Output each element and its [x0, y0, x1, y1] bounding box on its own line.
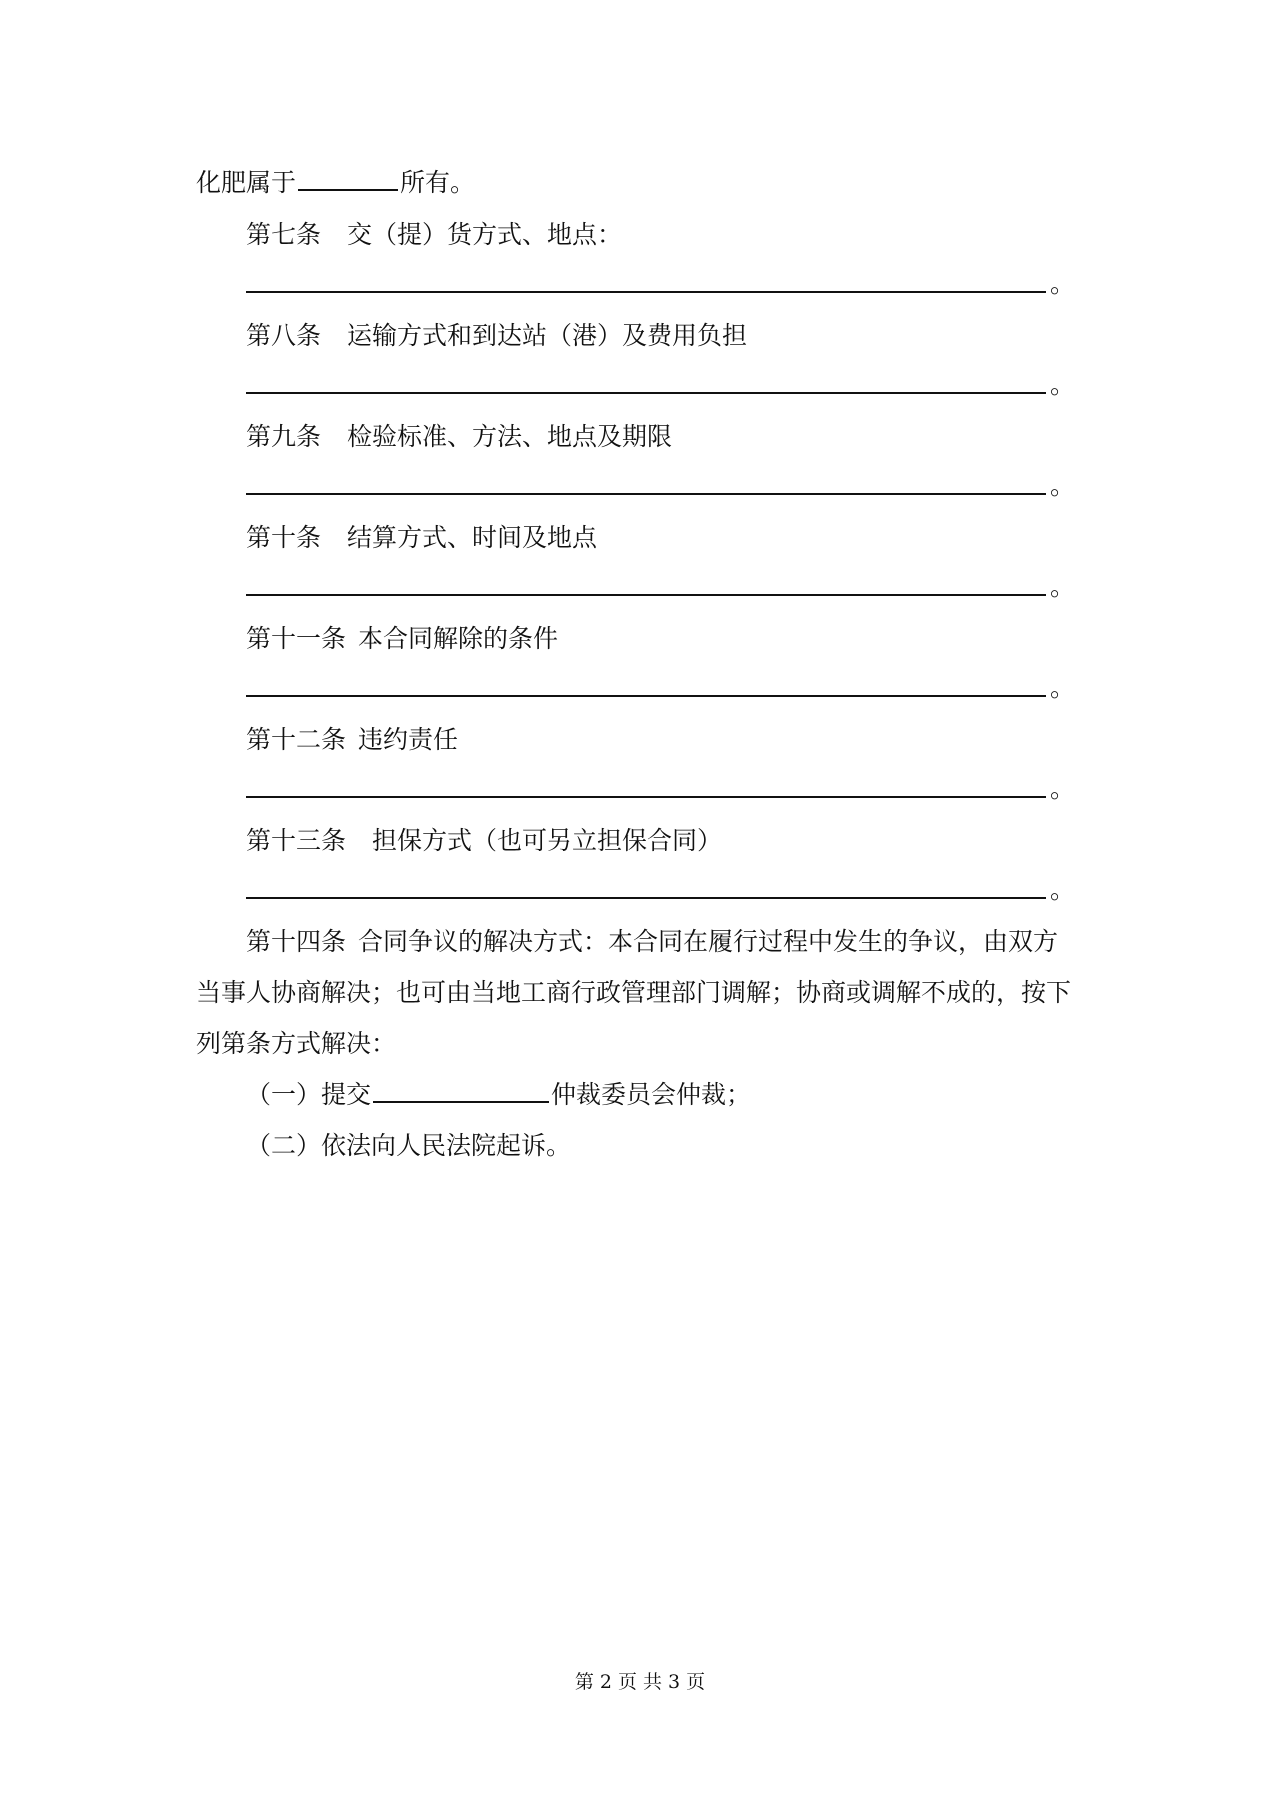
article-12-period: 。	[1050, 774, 1076, 803]
article-8-period: 。	[1050, 370, 1076, 399]
article-13-period: 。	[1050, 875, 1076, 904]
article-11-period: 。	[1050, 673, 1076, 702]
article-14-line-2: 当事人协商解决；也可由当地工商行政管理部门调解；协商或调解不成的，按下	[196, 978, 1072, 1007]
article-9-heading: 第九条 检验标准、方法、地点及期限	[246, 422, 673, 451]
ownership-suffix: 所有。	[400, 168, 476, 197]
article-9-period: 。	[1050, 471, 1076, 500]
ownership-blank[interactable]	[298, 165, 398, 191]
article-11-blank[interactable]	[246, 695, 1046, 697]
article-11-heading: 第十一条 本合同解除的条件	[246, 624, 559, 653]
ownership-line	[196, 165, 475, 201]
option-1-line: （一）提交 仲裁委员会仲裁；	[246, 1077, 751, 1113]
article-14-line-3: 列第条方式解决：	[196, 1029, 397, 1058]
article-7-blank[interactable]	[246, 291, 1046, 293]
article-12-heading: 第十二条 违约责任	[246, 725, 459, 754]
article-7-heading: 第七条 交（提）货方式、地点：	[246, 220, 623, 249]
article-10-period: 。	[1050, 572, 1076, 601]
article-10-blank[interactable]	[246, 594, 1046, 596]
article-7-period: 。	[1050, 269, 1076, 298]
article-8-blank[interactable]	[246, 392, 1046, 394]
article-10-heading: 第十条 结算方式、时间及地点	[246, 523, 598, 552]
article-9-blank[interactable]	[246, 493, 1046, 495]
ownership-label: 化肥属于	[196, 168, 297, 197]
article-12-blank[interactable]	[246, 796, 1046, 798]
arbitration-committee-blank[interactable]	[373, 1077, 549, 1103]
article-13-blank[interactable]	[246, 897, 1046, 899]
page-footer: 第 2 页 共 3 页	[574, 1671, 706, 1693]
article-13-heading: 第十三条 担保方式（也可另立担保合同）	[246, 826, 723, 855]
article-14-line-1: 第十四条 合同争议的解决方式：本合同在履行过程中发生的争议，由双方	[246, 927, 1059, 956]
article-8-heading: 第八条 运输方式和到达站（港）及费用负担	[246, 321, 748, 350]
option-2-line: （二）依法向人民法院起诉。	[246, 1131, 572, 1160]
